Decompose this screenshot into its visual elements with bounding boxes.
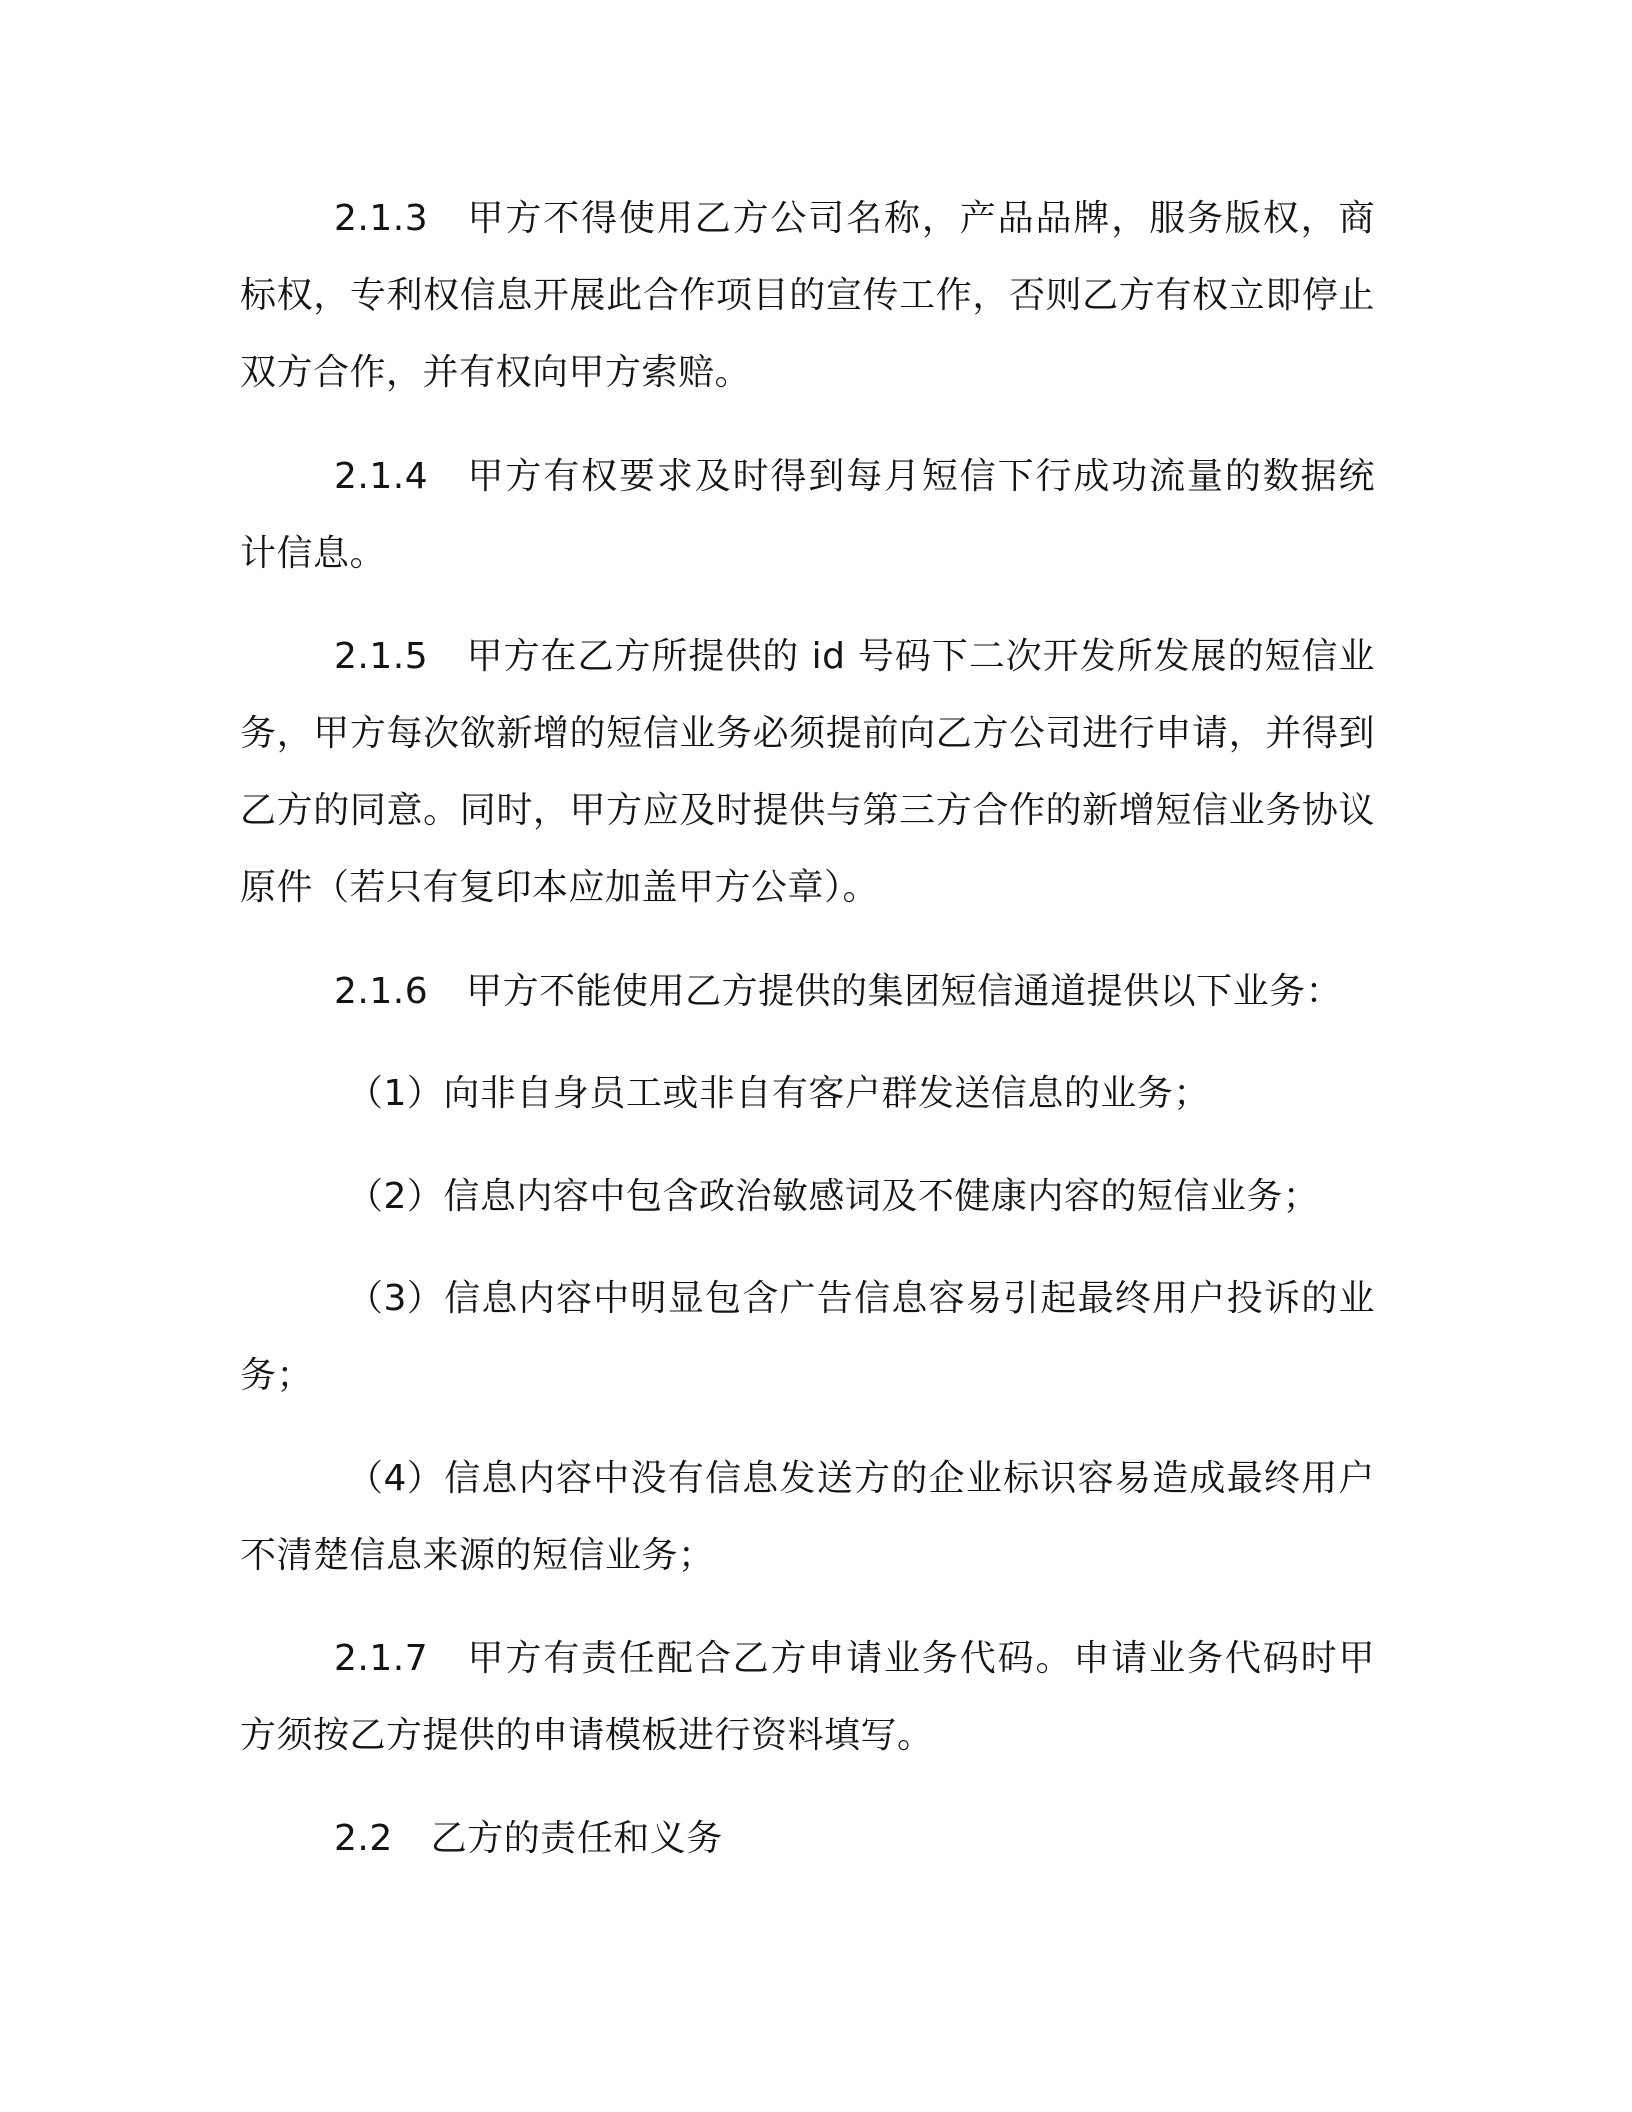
item-text: 信息内容中明显包含广告信息容易引起最终用户投诉的业务； [240, 1278, 1375, 1396]
clause-number: 2.1.3 [334, 198, 429, 239]
list-item-2 [240, 1158, 1375, 1235]
clause-number: 2.1.6 [334, 971, 429, 1012]
clause-number: 2.1.4 [334, 456, 429, 497]
item-number: （3） [347, 1278, 444, 1319]
item-number: （1） [347, 1073, 444, 1114]
clause-number: 2.1.5 [334, 636, 429, 677]
clause-2-1-6 [240, 953, 1375, 1030]
item-text: 信息内容中包含政治敏感词及不健康内容的短信业务； [443, 1176, 1320, 1217]
clause-number: 2.1.7 [334, 1638, 429, 1679]
list-item-3 [240, 1260, 1375, 1414]
list-item-4 [240, 1440, 1375, 1594]
section-number: 2.2 [334, 1818, 393, 1859]
clause-text: 甲方不得使用乙方公司名称，产品品牌，服务版权，商标权，专利权信息开展此合作项目的宣传工作，否则乙方有权立即停止双方合作，并有权向甲方索赔。 [240, 198, 1375, 393]
clause-2-1-5 [240, 618, 1375, 926]
item-text: 信息内容中没有信息发送方的企业标识容易造成最终用户不清楚信息来源的短信业务； [240, 1458, 1375, 1576]
clause-text: 甲方有责任配合乙方申请业务代码。申请业务代码时甲方须按乙方提供的申请模板进行资料填写。 [240, 1638, 1375, 1756]
section-title: 乙方的责任和义务 [430, 1818, 723, 1859]
list-item-1 [240, 1055, 1375, 1132]
clause-2-1-4 [240, 438, 1375, 592]
clause-text: 甲方不能使用乙方提供的集团短信通道提供以下业务： [466, 971, 1343, 1012]
clause-2-1-7 [240, 1620, 1375, 1774]
section-2-2-heading [240, 1800, 1375, 1877]
clause-text: 甲方有权要求及时得到每月短信下行成功流量的数据统计信息。 [240, 456, 1375, 574]
item-number: （4） [347, 1458, 444, 1499]
clause-text: 甲方在乙方所提供的 id 号码下二次开发所发展的短信业务，甲方每次欲新增的短信业务必须提前向乙方公司进行申请，并得到乙方的同意。同时，甲方应及时提供与第三方合作的新增短信业务协议原件（若只有复印本应加盖甲方公章）。 [240, 636, 1375, 908]
item-text: 向非自身员工或非自有客户群发送信息的业务； [443, 1073, 1210, 1114]
clause-2-1-3 [240, 180, 1375, 411]
item-number: （2） [347, 1176, 444, 1217]
